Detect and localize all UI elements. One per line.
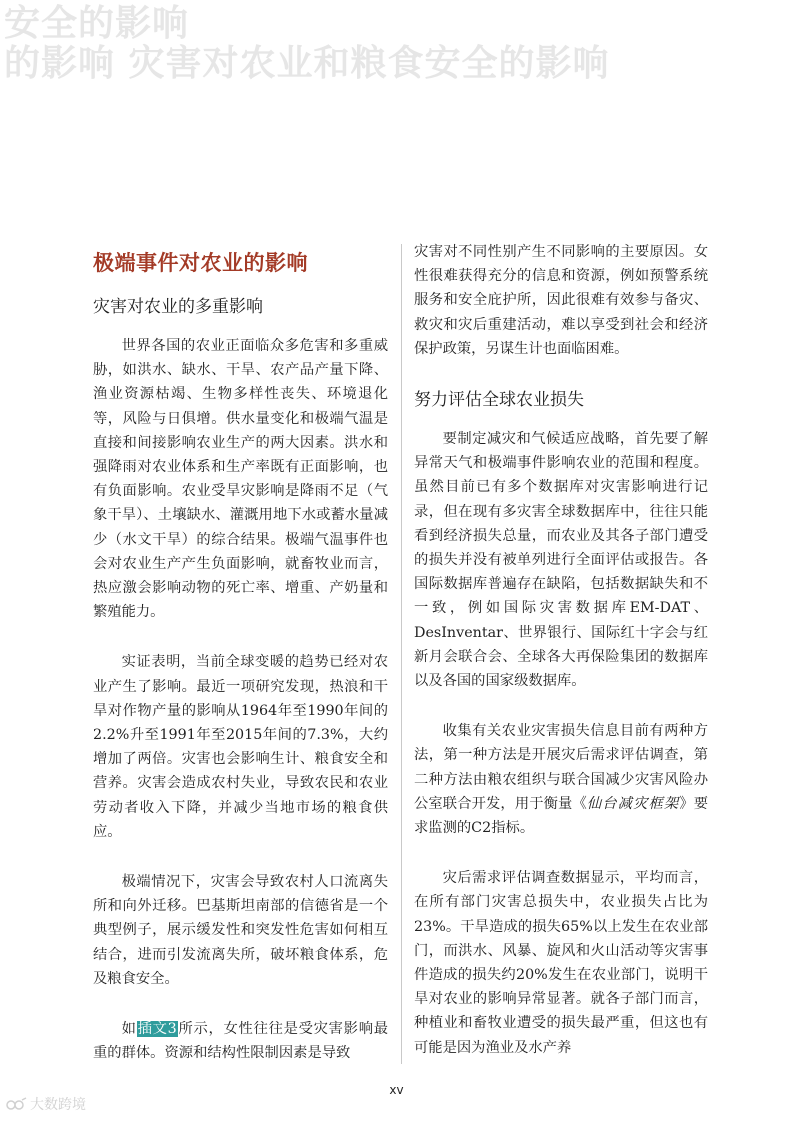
- paragraph-methods: [414, 719, 708, 840]
- paragraph-evidence: 实证表明，当前全球变暖的趋势已经对农业产生了影响。最近一项研究发现，热浪和干旱对作物产量的影响从1964年至1990年间的2.2%升至1991年至2015年间的7.3%，大约增加了两倍。灾害也会影响生计、粮食安全和营养。灾害会造成农村失业，导致农民和农业劳动者收入下降，并减少当地市场的粮食供应。: [93, 654, 388, 840]
- paragraph-methods-rest: 》要求监测的C2指标。: [414, 795, 709, 837]
- paragraph-displacement: 极端情况下，灾害会导致农村人口流离失所和向外迁移。巴基斯坦南部的信德省是一个典型例子，展示缓发性和突发性危害如何相互结合，进而引发流离失所，破坏粮食体系，危及粮食安全。: [93, 874, 388, 987]
- section-title: 极端事件对农业的影响: [93, 251, 308, 275]
- watermark-text: 大数跨境: [30, 1097, 86, 1113]
- paragraph-women-rest: 所示，女性往往是受灾害影响最重的群体。资源和结构性限制因素是导致: [93, 1021, 389, 1062]
- paragraph-pdna: 灾后需求评估调查数据显示，平均而言，在所有部门灾害总损失中，农业损失占比为23%。干旱造成的损失65%以上发生在农业部门，而洪水、风暴、旋风和火山活动等灾害事件造成的损失约20%发生在农业部门，说明干旱对农业的影响异常显著。就各子部门而言，种植业和畜牧业遭受的损失最严重，但这也有可能是因为渔业及水产养: [414, 870, 708, 1056]
- header-ghost-title-line2: 的影响 灾害对农业和粮食安全的影响: [4, 43, 610, 84]
- paragraph-women-lead: 如: [121, 1021, 137, 1038]
- box-3-link[interactable]: 插文3: [137, 1021, 177, 1038]
- paragraph-databases: 要制定减灾和气候适应战略，首先要了解异常天气和极端事件影响农业的范围和程度。虽然目前已有多个数据库对灾害影响进行记录，但在现有多灾害全球数据库中，往往只能看到经济损失总量，而农业及其各子部门遭受的损失并没有被单列进行全面评估或报告。各国际数据库普遍存在缺陷，包括数据缺失和不一致，例如国际灾害数据库EM-DAT、DesInventar、世界银行、国际红十字会与红新月会联合会、全球各大再保险集团的数据库以及各国的国家级数据库。: [414, 431, 708, 690]
- paragraph-hazards: 世界各国的农业正面临众多危害和多重威胁，如洪水、缺水、干旱、农产品产量下降、渔业资源枯竭、生物多样性丧失、环境退化等，风险与日俱增。供水量变化和极端气温是直接和间接影响农业生产的两大因素。洪水和强降雨对农业体系和生产率既有正面影响，也有负面影响。农业受旱灾影响是降雨不足（气象干旱）、土壤缺水、灌溉用地下水或蓄水量减少（水文干旱）的综合结果。极端气温事件也会对农业生产产生负面影响，就畜牧业而言，热应激会影响动物的死亡率、增重、产奶量和繁殖能力。: [93, 338, 388, 621]
- paragraph-methods-lead: 收集有关农业灾害损失信息目前有两种方法，第一种方法是开展灾后需求评估调查，第二种方法由粮农组织与联合国减少灾害风险办公室联合开发，用于衡量《: [414, 723, 708, 812]
- page-number: xv: [389, 1083, 404, 1097]
- subsection-title-assess-losses: 努力评估全球农业损失: [414, 390, 584, 411]
- column-divider: [401, 244, 402, 1064]
- paragraph-women: [93, 1017, 388, 1065]
- watermark: [6, 1094, 86, 1114]
- header-ghost-title-line1: 安全的影响: [4, 3, 190, 44]
- right-column: [414, 240, 708, 1086]
- left-column: [93, 240, 388, 1091]
- subsection-title-multiple-impacts: 灾害对农业的多重影响: [93, 297, 263, 317]
- watermark-logo-icon: [6, 1097, 28, 1111]
- sendai-framework-name: 仙台减灾框架: [586, 795, 680, 812]
- paragraph-gender-continued: 灾害对不同性别产生不同影响的主要原因。女性很难获得充分的信息和资源，例如预警系统服务和安全庇护所，因此很难有效参与备灾、救灾和灾后重建活动，难以享受到社会和经济保护政策，另谋生计也面临困难。: [414, 244, 708, 357]
